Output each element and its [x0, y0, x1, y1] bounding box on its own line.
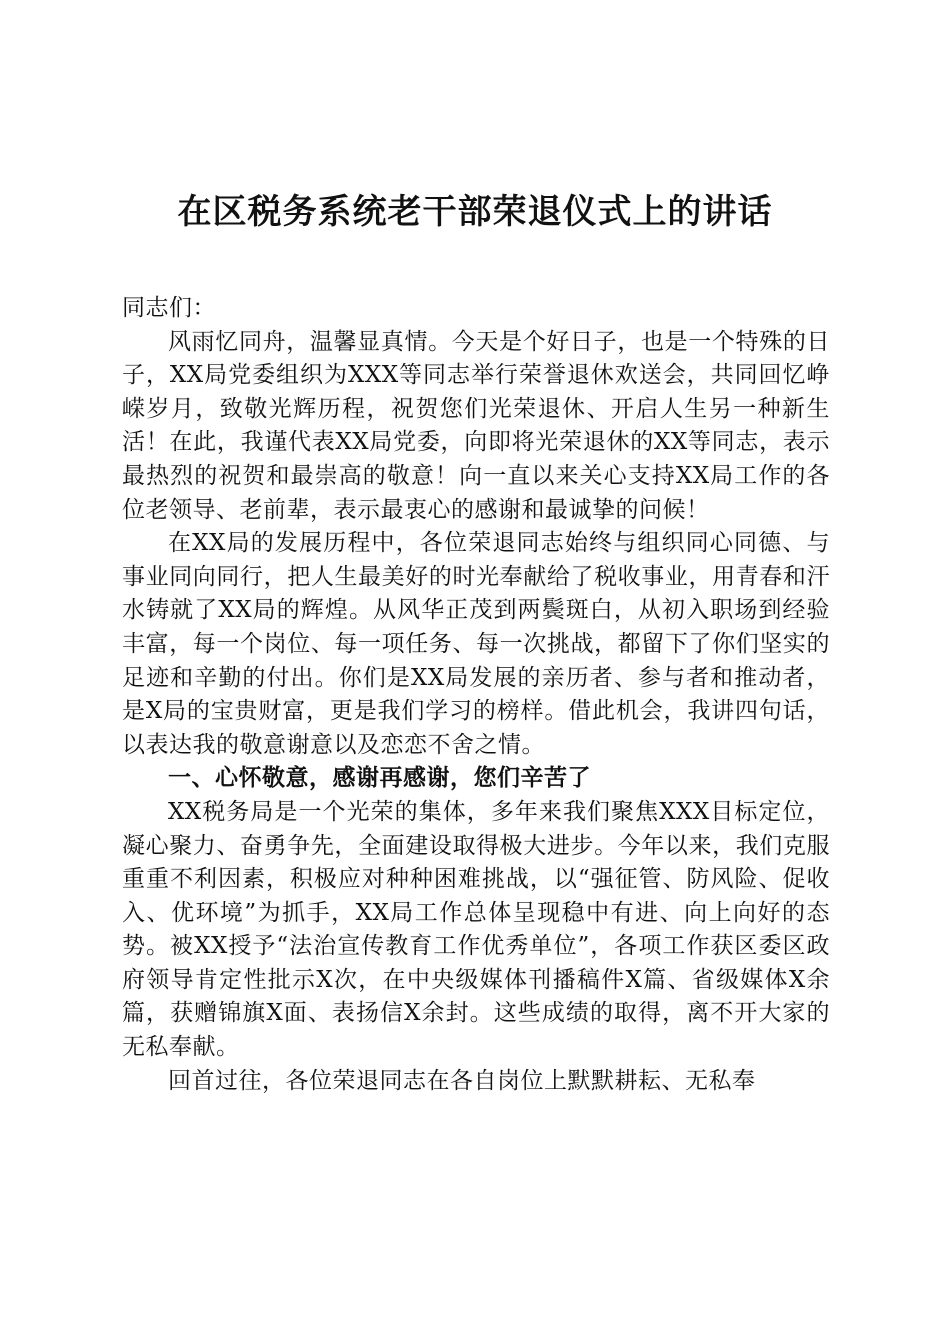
salutation: 同志们： — [122, 295, 216, 321]
paragraph: 在XX局的发展历程中，各位荣退同志始终与组织同心同德、与事业同向同行，把人生最美好的时光奉献给了税收事业，用青春和汗水铸就了XX局的辉煌。从风华正茂到两鬓斑白，从初入职场到经验丰富，每一个岗位、每一项任务、每一次挑战，都留下了你们坚实的足迹和辛勤的付出。你们是XX局发展的亲历者、参与者和推动者，是X局的宝贵财富，更是我们学习的榜样。借此机会，我讲四句话，以表达我的敬意谢意以及恋恋不舍之情。 — [122, 530, 830, 758]
document-title: 在区税务系统老干部荣退仪式上的讲话 — [177, 192, 773, 232]
section-heading: 一、心怀敬意，感谢再感谢，您们辛苦了 — [168, 765, 591, 792]
paragraph: 回首过往，各位荣退同志在各自岗位上默默耕耘、无私奉 — [168, 1067, 756, 1094]
paragraph: XX税务局是一个光荣的集体，多年来我们聚焦XXX目标定位，凝心聚力、奋勇争先，全面建设取得极大进步。今年以来，我们克服重重不利因素，积极应对种种困难挑战，以“强征管、防风险、促收入、优环境”为抓手，XX局工作总体呈现稳中有进、向上向好的态势。被XX授予“法治宣传教育工作优秀单位”，各项工作获区委区政府领导肯定性批示X次，在中央级媒体刊播稿件X篇、省级媒体X余篇，获赠锦旗X面、表扬信X余封。这些成绩的取得，离不开大家的无私奉献。 — [122, 798, 830, 1061]
paragraph: 风雨忆同舟，温馨显真情。今天是个好日子，也是一个特殊的日子，XX局党委组织为XXX等同志举行荣誉退休欢送会，共同回忆峥嵘岁月，致敬光辉历程，祝贺您们光荣退休、开启人生另一种新生活！在此，我谨代表XX局党委，向即将光荣退休的XX等同志，表示最热烈的祝贺和最崇高的敬意！向一直以来关心支持XX局工作的各位老领导、老前辈，表示最衷心的感谢和最诚挚的问候！ — [122, 328, 830, 523]
document-body — [122, 292, 830, 1098]
